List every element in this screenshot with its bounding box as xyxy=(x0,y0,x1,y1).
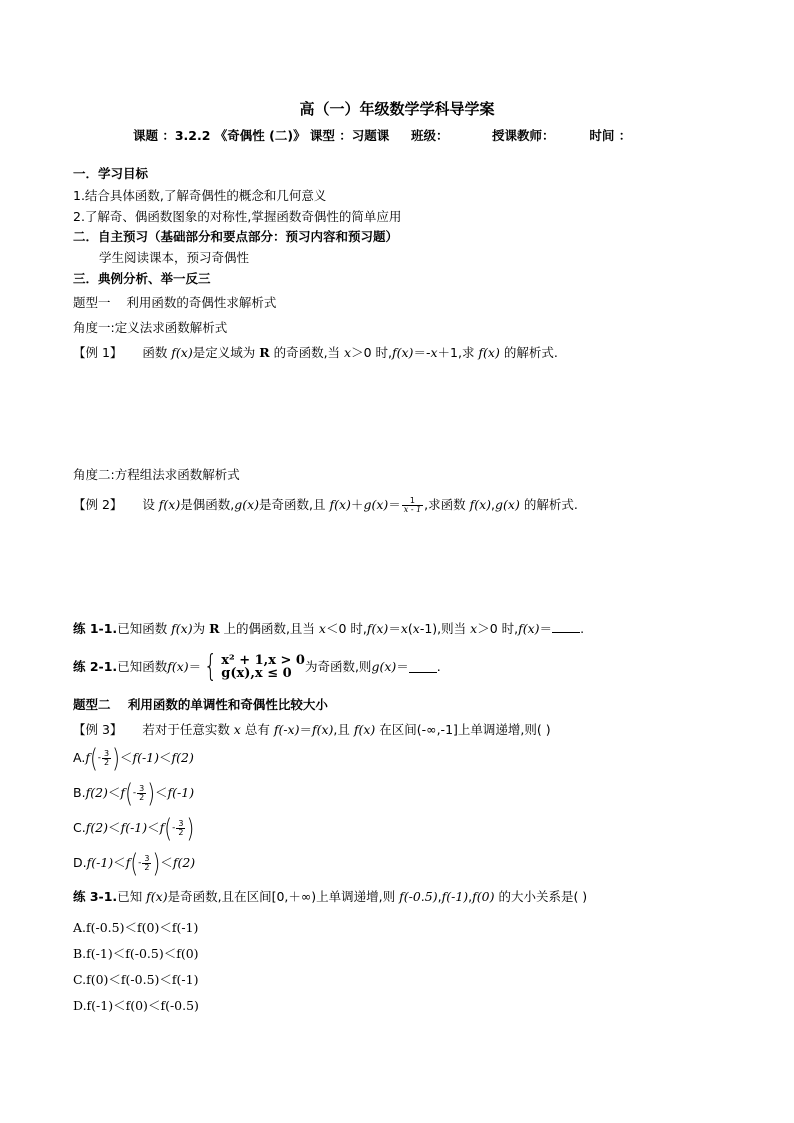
fraction-neg-3-over-2: - $\frac{3}{2}$ xyxy=(97,748,110,767)
practice-3-1-option-c[interactable]: C.f(0)＜f(-0.5)＜f(-1) xyxy=(73,972,199,987)
example-3: 【例 3】 若对于任意实数 x 总有 f(-x)＝f(x),且 f(x) 在区间(-∞,-1]上单调递增,则( ) xyxy=(73,722,551,737)
fraction-neg-3-over-2: - $\frac{3}{2}$ xyxy=(172,818,184,837)
practice-2-1: 练 2-1. 已知函数 f(x) ＝ { x² + 1,x > 0 g(x),x ≤ 0 为奇函数,则 g(x) ＝ . xyxy=(73,649,441,684)
example-3-option-b[interactable]: B. f(2) ＜ f ( - $\frac{3}{2}$ ) ＜ f(-1) xyxy=(73,777,195,809)
practice-3-1-option-d[interactable]: D.f(-1)＜f(0)＜f(-0.5) xyxy=(73,998,199,1013)
fraction-1-over-x-minus-1: $\frac{1}{x - 1}$ xyxy=(403,496,422,514)
section-learning-goals: 一．学习目标 xyxy=(73,166,149,181)
example-1: 【例 1】 函数 f(x)是定义域为 R 的奇函数,当 x＞0 时,f(x)＝-x＋1,求 f(x) 的解析式. xyxy=(73,345,558,360)
example-1-tag: 【例 1】 xyxy=(73,345,123,360)
preview-text: 学生阅读课本，预习奇偶性 xyxy=(99,250,250,265)
practice-1-1: 练 1-1.已知函数 f(x)为 R 上的偶函数,且当 x＜0 时,f(x)＝x(x-1),则当 x＞0 时,f(x)＝ . xyxy=(73,621,585,636)
practice-3-1: 练 3-1.已知 f(x)是奇函数,且在区间[0,＋∞)上单调递增,则 f(-0.5),f(-1),f(0) 的大小关系是( ) xyxy=(73,889,588,904)
answer-blank[interactable] xyxy=(409,661,437,673)
practice-3-1-option-b[interactable]: B.f(-1)＜f(-0.5)＜f(0) xyxy=(73,946,199,961)
section-examples: 三．典例分析、举一反三 xyxy=(73,271,211,286)
practice-2-1-tag: 练 2-1. xyxy=(73,659,118,674)
angle1-title: 角度一:定义法求函数解析式 xyxy=(73,320,228,335)
fraction-neg-3-over-2: - $\frac{3}{2}$ xyxy=(132,783,145,802)
example-3-option-d[interactable]: D. f(-1) ＜ f ( - $\frac{3}{2}$ ) ＜ f(2) xyxy=(73,847,196,879)
example-2: 【例 2】 设 f(x)是偶函数,g(x)是奇函数,且 f(x)＋g(x)＝ $\frac{1}{x - 1}$ ,求函数 f(x),g(x) 的解析式. xyxy=(73,496,578,514)
fraction-neg-3-over-2: - $\frac{3}{2}$ xyxy=(138,853,150,872)
section-self-preview: 二．自主预习（基础部分和要点部分：预习内容和预习题） xyxy=(73,229,399,244)
practice-3-1-option-a[interactable]: A.f(-0.5)＜f(0)＜f(-1) xyxy=(73,920,199,935)
example-3-option-a[interactable]: A. f ( - $\frac{3}{2}$ ) ＜ f(-1) ＜ f(2) xyxy=(73,742,194,774)
type1-title: 题型一 利用函数的奇偶性求解析式 xyxy=(73,295,277,310)
angle2-title: 角度二:方程组法求函数解析式 xyxy=(73,467,240,482)
page-subtitle: 课题 ：3.2.2 《奇偶性 (二)》 课型 ：习题课 班级： 授课教师： 时间 ： xyxy=(133,128,632,143)
practice-3-1-tag: 练 3-1. xyxy=(73,889,118,904)
goal-2: 2.了解奇、偶函数图象的对称性,掌握函数奇偶性的简单应用 xyxy=(73,209,402,224)
example-3-option-c[interactable]: C. f(2) ＜ f(-1) ＜ f ( - $\frac{3}{2}$ ) xyxy=(73,812,195,844)
practice-1-1-tag: 练 1-1. xyxy=(73,621,118,636)
piecewise-function: { x² + 1,x > 0 g(x),x ≤ 0 xyxy=(204,649,305,684)
example-3-tag: 【例 3】 xyxy=(73,722,123,737)
left-brace: { xyxy=(204,649,218,684)
example-2-tag: 【例 2】 xyxy=(73,497,123,512)
goal-1: 1.结合具体函数,了解奇偶性的概念和几何意义 xyxy=(73,188,327,203)
answer-blank[interactable] xyxy=(552,621,580,633)
page-title: 高（一）年级数学学科导学案 xyxy=(299,100,495,118)
type2-title: 题型二 利用函数的单调性和奇偶性比较大小 xyxy=(73,697,328,712)
